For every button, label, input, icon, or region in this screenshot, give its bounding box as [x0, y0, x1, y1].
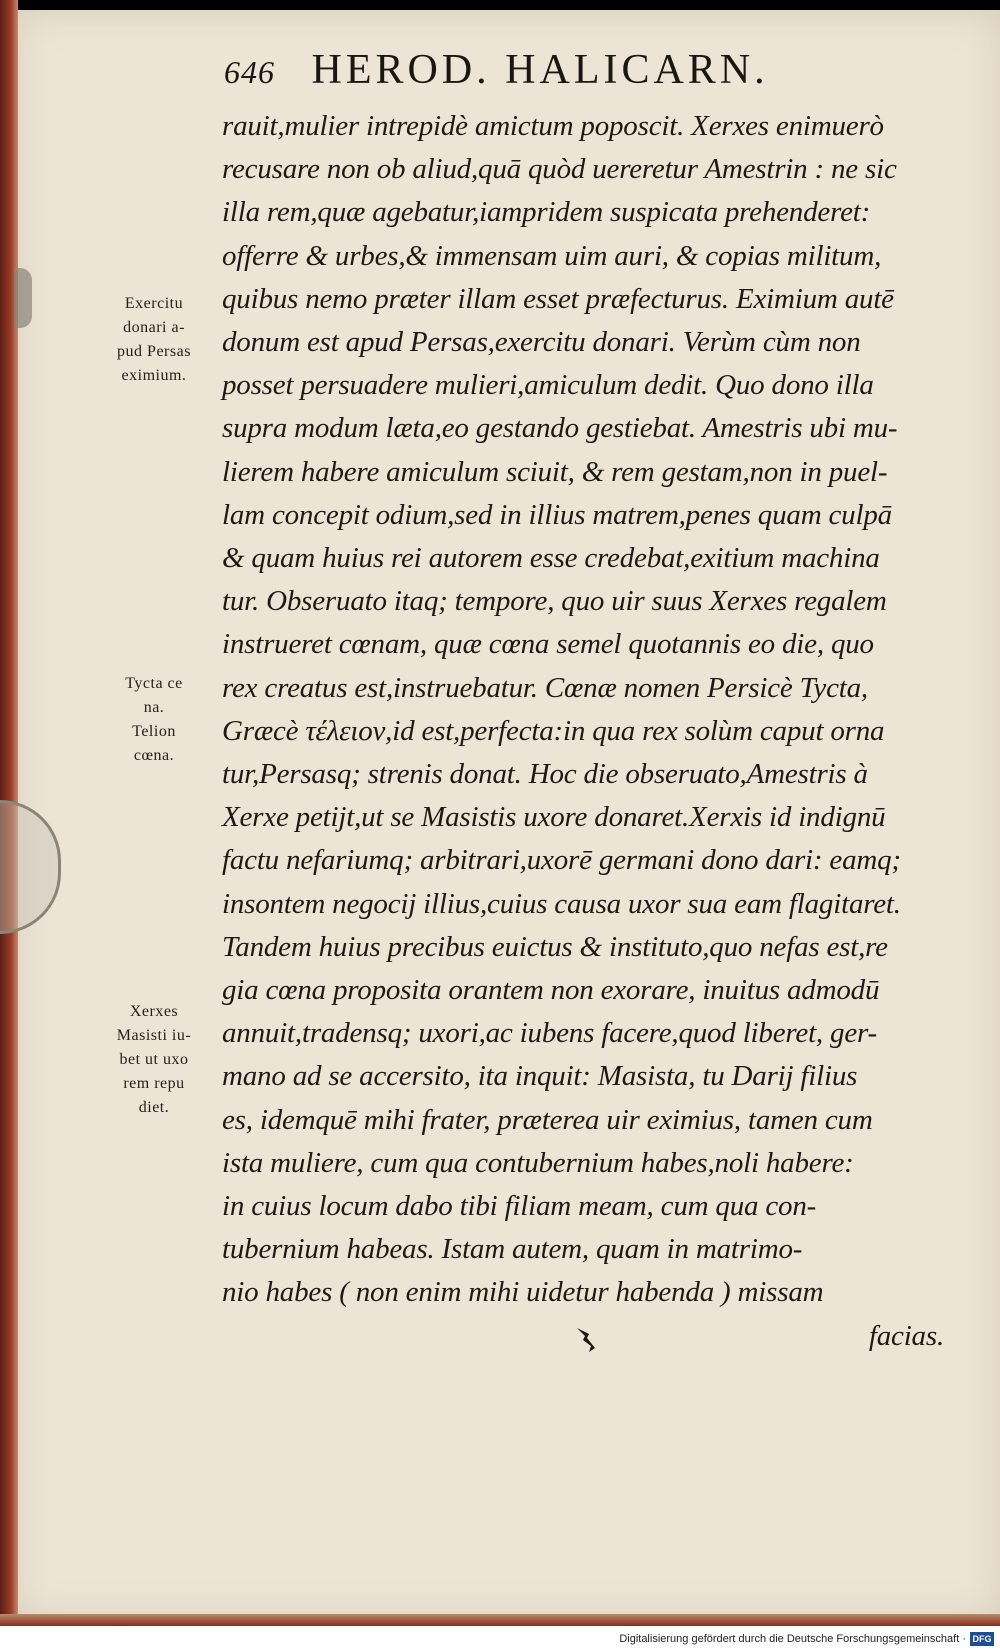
- margin-note: [92, 292, 216, 388]
- margin-note-line: na.: [143, 699, 165, 716]
- text-line: tubernium habeas. Istam autem, quam in matrimo-: [222, 1233, 803, 1266]
- text-line: annuit,tradensq; uxori,ac iubens facere,quod liberet, ger-: [222, 1017, 877, 1050]
- margin-note-line: bet ut uxo: [119, 1051, 189, 1068]
- text-line: tur,Persasq; strenis donat. Hoc die obseruato,Amestris à: [222, 758, 868, 791]
- margin-note-line: Telion: [132, 723, 176, 740]
- running-header: [224, 46, 769, 94]
- text-line: instrueret cœnam, quæ cœna semel quotannis eo die, quo: [222, 628, 874, 661]
- text-line: factu nefariumq; arbitrari,uxorē germani dono dari: eamq;: [222, 844, 901, 877]
- text-line: gia cœna proposita orantem non exorare, inuitus admodū: [222, 974, 880, 1007]
- text-line: recusare non ob aliud,quā quòd uereretur Amestrin : ne sic: [222, 153, 897, 186]
- margin-note-line: rem repu: [123, 1075, 185, 1092]
- margin-note-line: donari a-: [123, 319, 185, 336]
- text-line: rex creatus est,instruebatur. Cœnæ nomen Persicè Tycta,: [222, 671, 868, 704]
- text-line: es, idemquē mihi frater, præterea uir eximius, tamen cum: [222, 1103, 873, 1136]
- book-bottom-edge: [0, 1614, 1000, 1626]
- page-number: 646: [224, 54, 275, 90]
- text-line: tur. Obseruato itaq; tempore, quo uir suus Xerxes regalem: [222, 585, 887, 618]
- footer-credit: Digitalisierung gefördert durch die Deutsche Forschungsgemeinschaft ·: [619, 1633, 966, 1645]
- text-line: insontem negocij illius,cuius causa uxor sua eam flagitaret.: [222, 887, 901, 920]
- text-line: Græcè τέλειον,id est,perfecta:in qua rex solùm caput orna: [222, 714, 885, 747]
- dfg-logo: DFG: [970, 1632, 994, 1646]
- margin-note-line: Exercitu: [124, 295, 184, 312]
- margin-note-line: eximium.: [121, 367, 187, 384]
- text-line: in cuius locum dabo tibi filiam meam, cum qua con-: [222, 1190, 817, 1223]
- text-line: donum est apud Persas,exercitu donari. Verùm cùm non: [222, 326, 861, 359]
- text-line: posset persuadere mulieri,amiculum dedit. Quo dono illa: [222, 369, 874, 402]
- margin-note-line: pud Persas: [117, 343, 191, 360]
- margin-note: [92, 1000, 216, 1120]
- text-line: ista muliere, cum qua contubernium habes,noli habere:: [222, 1146, 854, 1179]
- scan-thumb-mark: [14, 268, 32, 328]
- margin-note-line: Xerxes: [129, 1003, 179, 1020]
- ink-blot: [575, 1326, 599, 1354]
- text-line: & quam huius rei autorem esse credebat,exitium machina: [222, 542, 880, 575]
- text-line: nio habes ( non enim mihi uidetur habenda ) missam: [222, 1276, 824, 1309]
- body-text: [222, 105, 962, 1358]
- text-line: lam concepit odium,sed in illius matrem,penes quam culpā: [222, 498, 892, 531]
- text-line: quibus nemo præter illam esset præfecturus. Eximium autē: [222, 282, 894, 315]
- text-line: illa rem,quæ agebatur,iampridem suspicata prehenderet:: [222, 196, 871, 229]
- text-line: offerre & urbes,& immensam uim auri, & copias militum,: [222, 239, 882, 272]
- margin-note: [92, 672, 216, 768]
- text-line: lierem habere amiculum sciuit, & rem gestam,non in puel-: [222, 455, 888, 488]
- text-line: Xerxe petijt,ut se Masistis uxore donaret.Xerxis id indignū: [222, 801, 886, 834]
- text-line: Tandem huius precibus euictus & instituto,quo nefas est,re: [222, 930, 888, 963]
- running-title: HEROD. HALICARN.: [311, 47, 769, 93]
- margin-note-line: Tycta ce: [125, 675, 183, 692]
- margin-note-line: Masisti iu-: [116, 1027, 192, 1044]
- text-line: rauit,mulier intrepidè amictum poposcit. Xerxes enimuerò: [222, 110, 884, 142]
- text-line: supra modum læta,eo gestando gestiebat. Amestris ubi mu-: [222, 412, 898, 445]
- text-line: mano ad se accersito, ita inquit: Masista, tu Darij filius: [222, 1060, 858, 1093]
- text-line-last: facias.: [868, 1319, 944, 1352]
- margin-note-line: cœna.: [133, 747, 175, 764]
- margin-note-line: diet.: [138, 1099, 170, 1116]
